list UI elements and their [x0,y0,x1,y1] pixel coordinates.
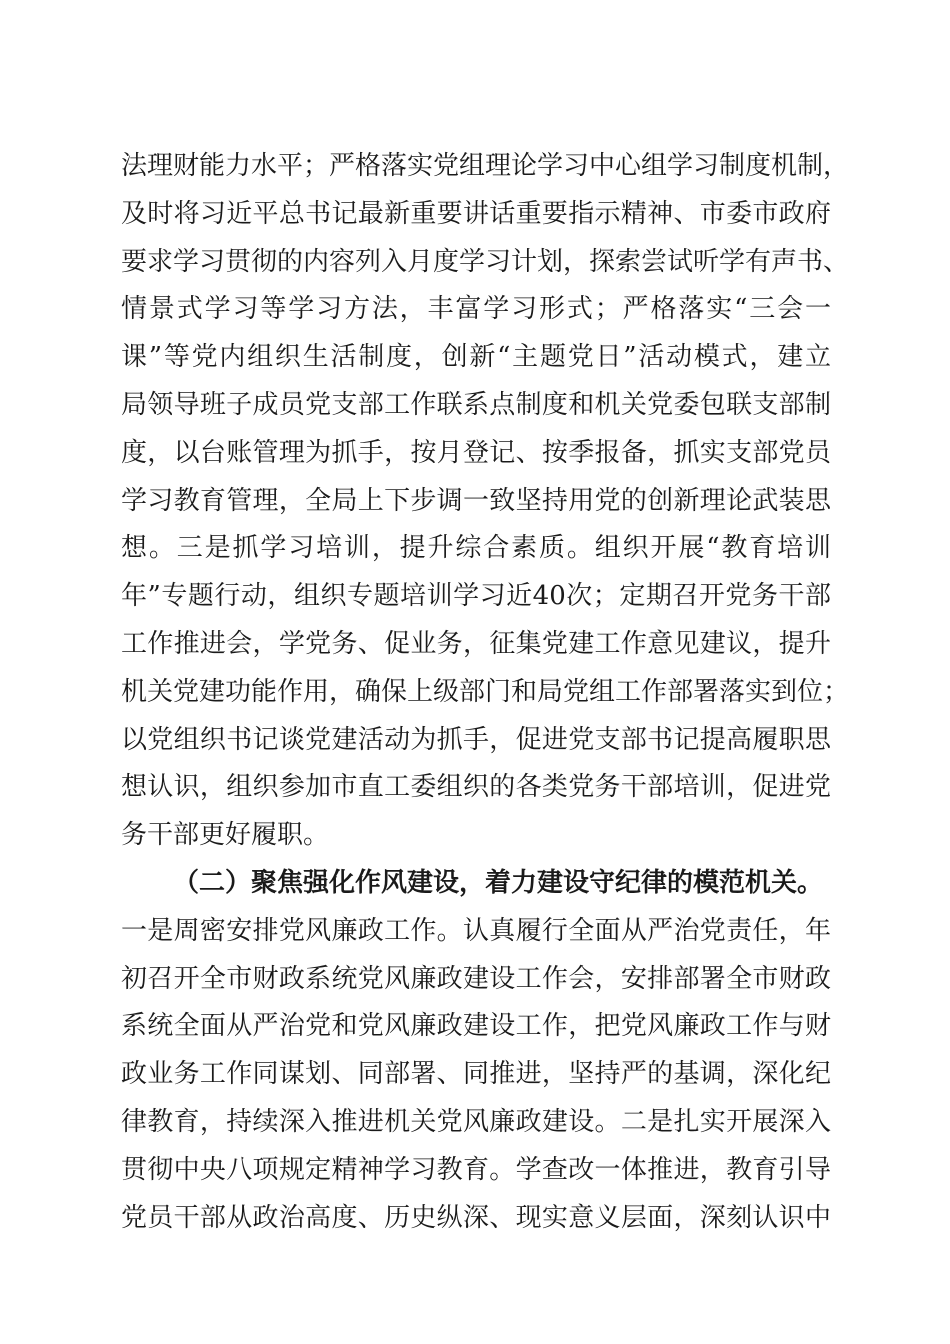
text-line: 工作推进会，学党务、促业务，征集党建工作意见建议，提升 [121,628,831,659]
text-line: 学习教育管理，全局上下步调一致坚持用党的创新理论武装思 [121,485,831,516]
text-line: 要求学习贯彻的内容列入月度学习计划，探索尝试听学有声书、 [121,246,850,277]
text-line: 系统全面从严治党和党风廉政建设工作，把党风廉政工作与财 [121,1011,831,1042]
text-line: 局领导班子成员党支部工作联系点制度和机关党委包联支部制 [121,389,831,420]
text-line: 课”等党内组织生活制度，创新“主题党日”活动模式，建立 [121,342,831,373]
text-line: 初召开全市财政系统党风廉政建设工作会，安排部署全市财政 [121,963,831,994]
text-line: 党员干部从政治高度、历史纵深、现实意义层面，深刻认识中 [121,1202,831,1233]
text-line: 一是周密安排党风廉政工作。认真履行全面从严治党责任，年 [121,915,831,946]
text-line: 机关党建功能作用，确保上级部门和局党组工作部署落实到位； [121,676,850,707]
text-line: 年”专题行动，组织专题培训学习近40次；定期召开党务干部 [121,581,831,612]
text-line: 想。三是抓学习培训，提升综合素质。组织开展“教育培训 [121,533,831,564]
text-line: 律教育，持续深入推进机关党风廉政建设。二是扎实开展深入 [121,1106,831,1137]
text-line: 政业务工作同谋划、同部署、同推进，坚持严的基调，深化纪 [121,1059,831,1090]
body-text [121,143,850,1242]
section-heading: （二）聚焦强化作风建设，着力建设守纪律的模范机关。 [173,867,824,898]
text-line: 情景式学习等学习方法，丰富学习形式；严格落实“三会一 [121,294,831,325]
text-line: 度，以台账管理为抓手，按月登记、按季报备，抓实支部党员 [121,437,831,468]
text-line: 贯彻中央八项规定精神学习教育。学查改一体推进，教育引导 [121,1154,831,1185]
text-line: 务干部更好履职。 [121,820,330,851]
text-line: 法理财能力水平；严格落实党组理论学习中心组学习制度机制， [121,151,850,181]
text-line: 想认识，组织参加市直工委组织的各类党务干部培训，促进党 [121,772,831,803]
text-line: 以党组织书记谈党建活动为抓手，促进党支部书记提高履职思 [121,724,831,755]
text-line: 及时将习近平总书记最新重要讲话重要指示精神、市委市政府 [121,198,831,229]
